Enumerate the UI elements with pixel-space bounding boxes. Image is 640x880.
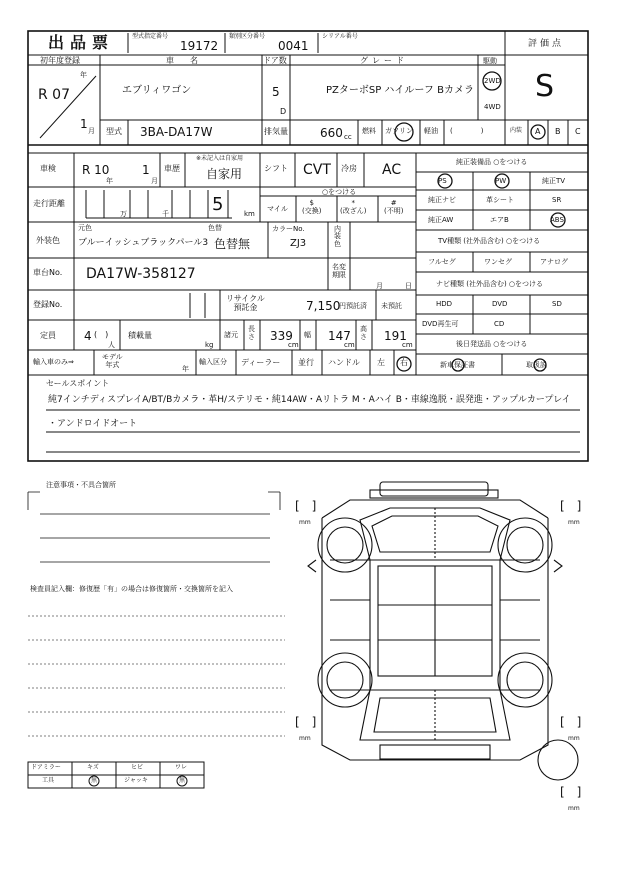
height-unit: cm <box>402 341 413 349</box>
navi-title: ナビ種類 (社外品含む) ○をつける <box>436 280 544 288</box>
equipment-title: 純正装備品 ○をつける <box>456 158 528 166</box>
inspection-month: 1 <box>142 163 150 177</box>
shift-label: シフト <box>264 164 288 173</box>
recycle-value: 7,150 <box>306 299 341 313</box>
name-change-label: 名変期限 <box>332 263 346 279</box>
model-label: 型式 <box>106 127 122 136</box>
tire-mm-rr: mm <box>568 735 580 742</box>
length-value: 339 <box>270 329 293 343</box>
color-no: ZJ3 <box>290 238 307 249</box>
parts-header-scratch: キズ <box>87 764 99 771</box>
color-no-label: カラーNo. <box>272 225 305 233</box>
interior-color-label: 内装色 <box>334 225 341 248</box>
shift-value: CVT <box>303 162 331 178</box>
tire-mm-rl: mm <box>299 735 311 742</box>
import-label: 輸入車のみ⇒ <box>33 358 74 366</box>
parts-header-mirror: ドアミラー <box>31 764 61 771</box>
mileage-label: 走行距離 <box>33 199 65 208</box>
history-label: 車歴 <box>164 164 180 173</box>
cc-label: cc <box>344 133 352 141</box>
later-warranty: 新車保証書 <box>440 361 475 369</box>
navi-sd: SD <box>552 300 562 308</box>
fuel-label: 燃料 <box>362 127 376 135</box>
capacity-paren: ( ) <box>94 330 109 339</box>
history-note: ※未記入は自家用 <box>196 155 244 162</box>
height-label: 高さ <box>360 325 367 341</box>
class-no: 0041 <box>278 39 309 53</box>
equip-airbag: エアB <box>490 216 509 224</box>
equip-abs: ABS <box>550 216 564 224</box>
width-unit: cm <box>344 341 355 349</box>
class-no-label: 類別区分番号 <box>229 33 266 40</box>
sales-label: セールスポイント <box>46 379 110 388</box>
first-reg-month-label: 月 <box>88 127 95 135</box>
serial-label: シリアル番号 <box>322 33 358 40</box>
original-color-label: 元色 <box>78 224 92 232</box>
drive-4wd: 4WD <box>484 103 501 111</box>
load-unit: kg <box>205 341 214 349</box>
name-change-month: 月 <box>376 282 383 290</box>
equip-sr: SR <box>552 196 562 204</box>
grade: PZターボSP ハイルーフ Bカメラ <box>326 85 474 96</box>
color-label: 外装色 <box>36 236 60 245</box>
rating-value: S <box>535 69 555 104</box>
first-reg-label: 初年度登録 <box>40 56 80 65</box>
mileage-sen-label: 千 <box>162 210 169 218</box>
car-name-label: 車 名 <box>166 56 202 65</box>
tire-bracket-rr: [ ] <box>560 715 582 729</box>
handle-left: 左 <box>377 358 385 367</box>
handle-label: ハンドル <box>328 358 360 367</box>
fuel-diesel: 軽油 <box>424 127 438 135</box>
navi-hdd: HDD <box>436 300 453 308</box>
recycle-suffix: 円預託済 <box>339 302 367 310</box>
later-title: 後日発送品 ○をつける <box>456 340 528 348</box>
sales-line-1: 純7インチディスプレイA/BT/Bカメラ・革H/ステリモ・純14AW・Aリトラ M・Aハイ B・車線逸脱・誤発進・アップルカープレイ <box>48 395 571 405</box>
caution-label: 注意事項・不具合箇所 <box>46 481 116 489</box>
drive-label: 駆動 <box>483 57 497 65</box>
cooling-value: AC <box>382 162 402 178</box>
import-class-label: 輸入区分 <box>199 358 227 366</box>
tire-mm-fr: mm <box>568 519 580 526</box>
navi-dvd-play: DVD再生可 <box>422 320 459 328</box>
sales-line-2: ・アンドロイドオート <box>48 419 138 429</box>
doors: 5 <box>272 85 280 99</box>
grade-label: グレード <box>360 56 408 65</box>
capacity-label: 定員 <box>40 331 56 340</box>
handle-right: 右 <box>400 358 408 367</box>
interior-c: C <box>575 127 581 136</box>
tire-bracket-rl: [ ] <box>295 715 317 729</box>
rating-label: 評価点 <box>528 39 565 49</box>
displacement: 660 <box>320 126 343 140</box>
tire-bracket-spare: [ ] <box>560 785 582 799</box>
equip-tv: 純正TV <box>542 177 566 185</box>
width-label: 幅 <box>304 331 311 339</box>
dealer-label: ディーラー <box>241 358 281 367</box>
type-no: 19172 <box>180 39 219 53</box>
parts-tools-label: 工具 <box>42 777 55 784</box>
model-year-unit: 年 <box>182 365 189 373</box>
inspection-value: R 10 <box>82 163 110 177</box>
tv-oneseg: ワンセグ <box>484 258 512 266</box>
capacity-value: 4 <box>84 329 92 343</box>
navi-dvd: DVD <box>492 300 508 308</box>
sheet-title: 出品票 <box>48 33 115 52</box>
tire-mm-fl: mm <box>299 519 311 526</box>
equip-ps: PS <box>438 177 447 185</box>
parts-header-break: ワレ <box>175 764 188 771</box>
inspection-month-label: 月 <box>151 177 158 185</box>
chassis-label: 車台No. <box>33 268 63 277</box>
capacity-unit: 人 <box>108 341 115 349</box>
parts-jack-value: 無 <box>179 777 186 784</box>
first-reg-year-label: 年 <box>80 71 87 79</box>
inspection-label: 車検 <box>40 164 56 173</box>
meter-mark-note: ○をつける <box>322 188 357 196</box>
mileage-man-label: 万 <box>120 210 127 218</box>
mileage-value: 5 <box>212 194 224 215</box>
interior-a: A <box>535 127 541 136</box>
doors-suffix: D <box>280 107 287 116</box>
displacement-label: 排気量 <box>264 127 288 136</box>
tv-analog: アナログ <box>540 258 568 266</box>
altered-label: * (改ざん) <box>340 199 367 215</box>
color-change: 色替無 <box>214 237 251 251</box>
equip-pw: PW <box>495 177 507 185</box>
length-label: 長さ <box>248 325 255 341</box>
parts-header-crack: ヒビ <box>131 764 144 771</box>
tire-bracket-fr: [ ] <box>560 499 582 513</box>
car-diagram <box>308 482 578 780</box>
load-label: 積載量 <box>128 331 152 340</box>
equip-aw: 純正AW <box>428 216 454 224</box>
length-unit: cm <box>288 341 299 349</box>
recycle-unpaid: 未預託 <box>381 302 402 310</box>
equip-leather: 革シート <box>486 196 514 204</box>
parallel-label: 並行 <box>298 358 314 367</box>
navi-cd: CD <box>494 320 505 328</box>
history-value: 自家用 <box>206 167 243 181</box>
first-reg-month: 1 <box>80 117 88 131</box>
inspection-year-label: 年 <box>106 177 113 185</box>
name-change-day: 日 <box>405 282 412 290</box>
recycle-label: リサイクル 預託金 <box>226 294 265 313</box>
inspector-label: 検査員記入欄：修復歴「有」の場合は修復箇所・交換箇所を記入 <box>30 585 233 593</box>
width-value: 147 <box>328 329 351 343</box>
km-label: km <box>244 210 255 218</box>
doors-label: ドア数 <box>263 56 287 65</box>
parts-jack-label: ジャッキ <box>124 777 148 784</box>
fuel-gasoline: ガソリン <box>385 127 413 135</box>
first-reg-year: R 07 <box>38 87 70 103</box>
chassis-value: DA17W-358127 <box>86 266 196 282</box>
type-no-label: 型式指定番号 <box>132 33 169 40</box>
model: 3BA-DA17W <box>140 125 213 139</box>
tire-bracket-fl: [ ] <box>295 499 317 513</box>
color-change-label: 色替 <box>208 224 222 232</box>
later-manual: 取扱説 <box>526 361 547 369</box>
model-year-label: モデル 年式 <box>102 353 123 370</box>
interior-b: B <box>555 127 561 136</box>
exchange-label: $ (交換) <box>302 199 322 215</box>
drive-2wd: 2WD <box>484 77 501 85</box>
car-name: エブリィワゴン <box>122 85 192 96</box>
fuel-other: ( ) <box>450 127 484 135</box>
dims-label: 諸元 <box>224 331 238 339</box>
cooling-label: 冷房 <box>341 164 357 173</box>
interior-label: 内装 <box>510 127 523 134</box>
mile-label: マイル <box>267 205 288 213</box>
tv-fullseg: フルセグ <box>428 258 456 266</box>
tire-mm-spare: mm <box>568 805 580 812</box>
tv-title: TV種類 (社外品含む) ○をつける <box>438 237 541 245</box>
height-value: 191 <box>384 329 407 343</box>
reg-no-label: 登録No. <box>33 300 63 309</box>
parts-tools-value: 無 <box>91 777 98 784</box>
original-color: ブルーイッシュブラックパール3 <box>78 238 209 248</box>
equip-navi: 純正ナビ <box>428 196 456 204</box>
unknown-label: # (不明) <box>384 199 404 215</box>
